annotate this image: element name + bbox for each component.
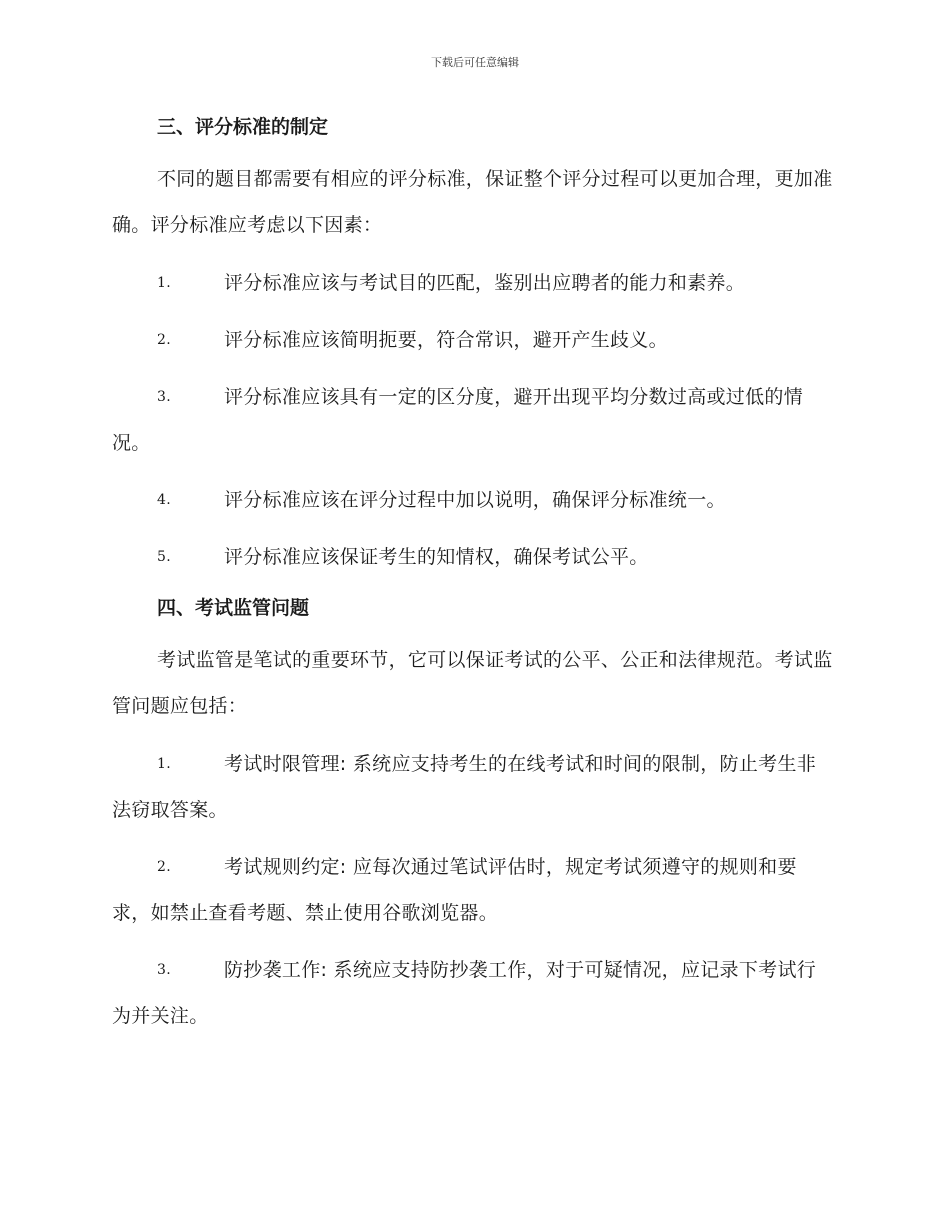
page-header: 下载后可任意编辑 [431,56,519,69]
list-text: 考试时限管理: 系统应支持考生的在线考试和时间的限制，防止考生非法窃取答案。 [112,753,817,821]
section-4-title: 四、考试监管问题 [157,597,310,619]
list-number: 1. [157,756,171,772]
list-text: 评分标准应该在评分过程中加以说明，确保评分标准统一。 [224,489,726,511]
list-item [112,374,834,466]
list-number: 2. [157,332,171,348]
list-number: 1. [157,275,171,291]
list-item [112,260,834,306]
section-3-intro: 不同的题目都需要有相应的评分标准，保证整个评分过程可以更加合理，更加准确。评分标准应考虑以下因素： [112,168,833,236]
section-3-title: 三、评分标准的制定 [157,116,329,138]
list-text: 评分标准应该保证考生的知情权，确保考试公平。 [224,546,649,568]
list-number: 4. [157,492,171,508]
list-text: 评分标准应该与考试目的匹配，鉴别出应聘者的能力和素养。 [224,272,746,294]
section-4-intro: 考试监管是笔试的重要环节，它可以保证考试的公平、公正和法律规范。考试监管问题应包括： [112,649,833,717]
list-item [112,947,834,1039]
document-body [112,110,834,1050]
list-number: 3. [157,962,171,978]
list-text: 防抄袭工作: 系统应支持防抄袭工作，对于可疑情况，应记录下考试行为并关注。 [112,959,817,1027]
list-text: 评分标准应该具有一定的区分度，避开出现平均分数过高或过低的情况。 [112,386,804,454]
list-item [112,317,834,363]
list-number: 5. [157,549,171,565]
list-text: 考试规则约定: 应每次通过笔试评估时，规定考试须遵守的规则和要求，如禁止查看考题、禁止使用谷歌浏览器。 [112,856,797,924]
list-item [112,844,834,936]
list-text: 评分标准应该简明扼要，符合常识，避开产生歧义。 [224,329,668,351]
list-item [112,534,834,580]
list-item [112,741,834,833]
list-number: 2. [157,859,171,875]
list-item [112,477,834,523]
list-number: 3. [157,389,171,405]
